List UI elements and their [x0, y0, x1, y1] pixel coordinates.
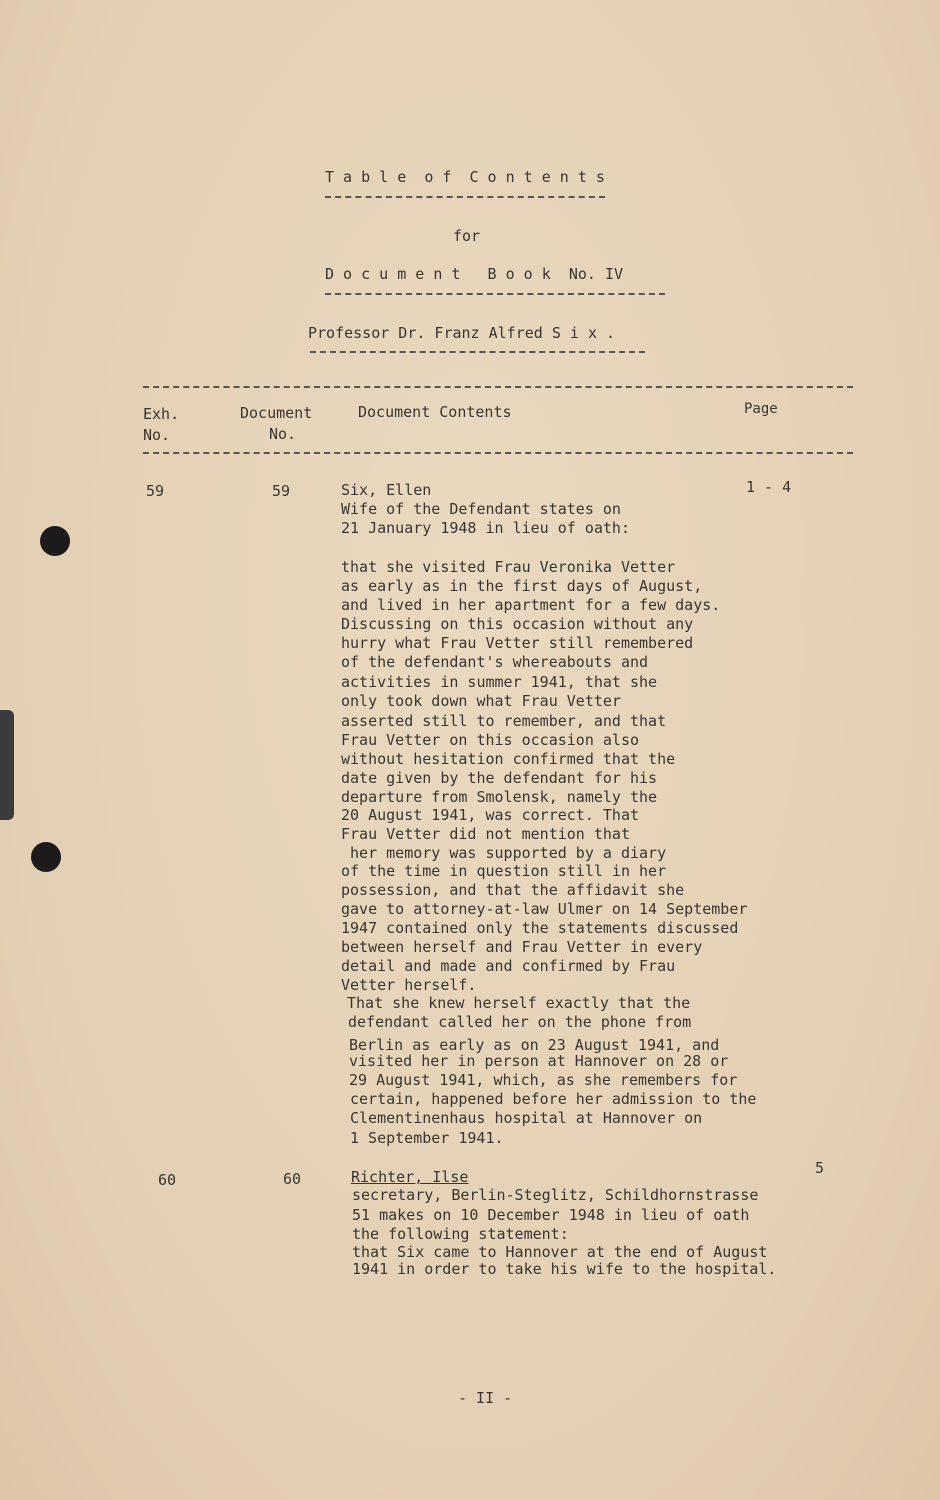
entry-body-line: 1941 in order to take his wife to the hospital.: [352, 1260, 777, 1278]
entry-body-line: secretary, Berlin-Steglitz, Schildhornstrasse: [352, 1186, 759, 1204]
entry-body-line: 20 August 1941, was correct. That: [341, 806, 640, 824]
entry-body-line: between herself and Frau Vetter in every: [341, 938, 703, 956]
entry-page-range: 1 - 4: [746, 478, 792, 496]
entry-body-line: possession, and that the affidavit she: [341, 881, 685, 899]
entry-body-line: certain, happened before her admission to the: [350, 1090, 757, 1108]
punch-hole-top: [40, 526, 70, 556]
entry-exh-number: 60: [158, 1171, 177, 1189]
title-for: for: [453, 227, 481, 245]
col-document-no: No.: [269, 425, 297, 443]
entry-body-line: without hesitation confirmed that the: [341, 750, 676, 768]
entry-body-line: Discussing on this occasion without any: [341, 615, 694, 633]
entry-doc-number: 60: [283, 1170, 302, 1188]
entry-body-line: hurry what Frau Vetter still remembered: [341, 634, 694, 652]
page-number: - II -: [458, 1389, 513, 1407]
entry-body-line: Vetter herself.: [341, 976, 477, 994]
entry-body-line: of the defendant's whereabouts and: [341, 653, 649, 671]
title-book: D o c u m e n t B o o k No. IV: [325, 265, 624, 283]
entry-body-line: 29 August 1941, which, as she remembers for: [349, 1071, 738, 1089]
entry-body-line: 1947 contained only the statements discussed: [341, 919, 739, 937]
entry-page-range: 5: [815, 1159, 825, 1177]
entry-body-line: date given by the defendant for his: [341, 769, 658, 787]
entry-body-line: departure from Smolensk, namely the: [341, 788, 658, 806]
entry-body-line: asserted still to remember, and that: [341, 712, 667, 730]
entry-body-line: defendant called her on the phone from: [348, 1013, 692, 1031]
entry-body-line: Clementinenhaus hospital at Hannover on: [350, 1109, 703, 1127]
entry-intro-line: Wife of the Defendant states on: [341, 500, 621, 518]
col-contents: Document Contents: [358, 403, 512, 421]
entry-body-line: of the time in question still in her: [341, 862, 667, 880]
entry-body-line: gave to attorney-at-law Ulmer on 14 September: [341, 900, 748, 918]
entry-body-line: as early as in the first days of August,: [341, 577, 703, 595]
entry-body-line: and lived in her apartment for a few days.: [341, 596, 721, 614]
entry-body-line: detail and made and confirmed by Frau: [341, 957, 676, 975]
entry-body-line: Frau Vetter did not mention that: [341, 825, 630, 843]
title-person: Professor Dr. Franz Alfred S i x .: [308, 324, 616, 342]
entry-doc-number: 59: [272, 482, 291, 500]
col-document: Document: [240, 404, 313, 422]
entry-body-line: activities in summer 1941, that she: [341, 673, 658, 691]
entry-body-line: That she knew herself exactly that the: [347, 994, 691, 1012]
punch-hole-bottom: [31, 842, 61, 872]
title-underline: [325, 196, 605, 198]
entry-intro-line: 21 January 1948 in lieu of oath:: [341, 519, 630, 537]
header-rule-top: [143, 386, 853, 388]
col-exh: Exh.: [143, 405, 180, 423]
entry-name: Richter, Ilse: [351, 1168, 469, 1186]
book-underline: [325, 293, 665, 295]
entry-name: Six, Ellen: [341, 481, 432, 499]
binding-tab: [0, 710, 14, 820]
entry-body-line: 1 September 1941.: [350, 1129, 504, 1147]
col-exh-no: No.: [143, 426, 171, 444]
title-heading: T a b l e o f C o n t e n t s: [325, 168, 605, 186]
person-underline: [310, 351, 645, 353]
entry-body-line: visited her in person at Hannover on 28 or: [349, 1052, 729, 1070]
entry-body-line: 51 makes on 10 December 1948 in lieu of oath: [352, 1206, 750, 1224]
entry-body-line: her memory was supported by a diary: [341, 844, 667, 862]
entry-exh-number: 59: [146, 482, 165, 500]
col-page: Page: [744, 401, 778, 417]
entry-body-line: only took down what Frau Vetter: [341, 692, 621, 710]
header-rule-bottom: [143, 452, 853, 454]
entry-body-line: Frau Vetter on this occasion also: [341, 731, 640, 749]
entry-body-line: that Six came to Hannover at the end of August: [352, 1243, 768, 1261]
entry-body-line: that she visited Frau Veronika Vetter: [341, 558, 676, 576]
entry-body-line: Berlin as early as on 23 August 1941, and: [349, 1036, 720, 1054]
entry-body-line: the following statement:: [352, 1225, 569, 1243]
